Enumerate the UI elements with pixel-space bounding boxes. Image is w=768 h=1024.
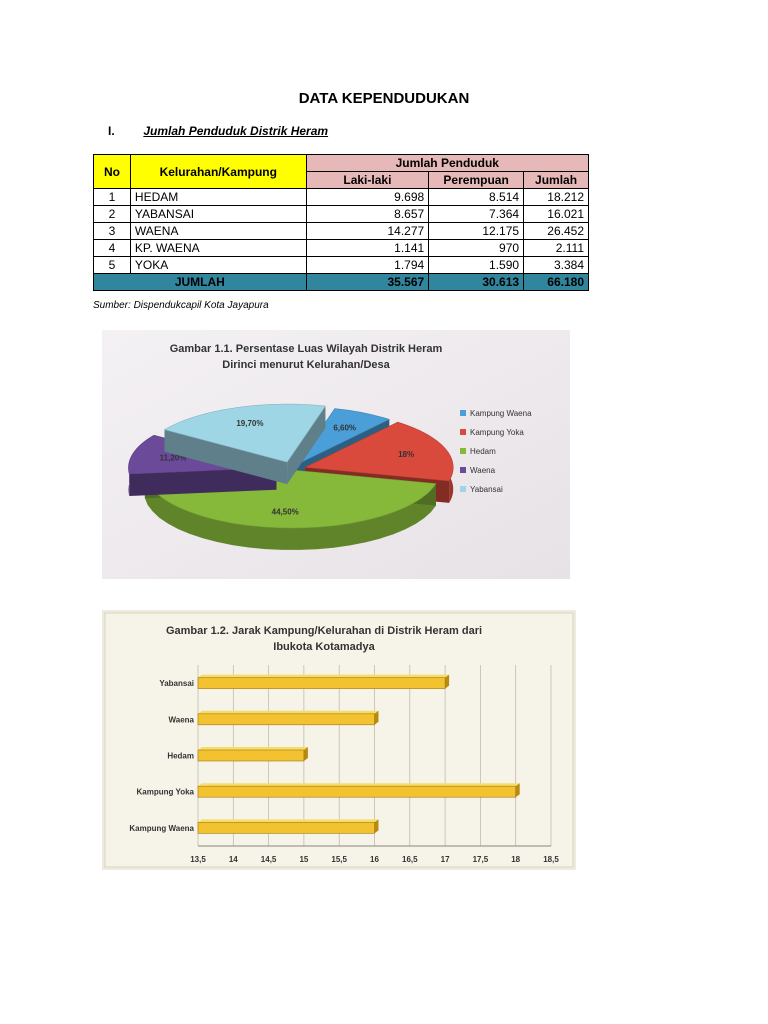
section-title: Jumlah Penduduk Distrik Heram: [143, 124, 329, 138]
cell-perempuan: 970: [429, 240, 524, 257]
category-label: Waena: [168, 715, 194, 725]
bar-chart-figure: [102, 610, 576, 870]
source-note: Sumber: Dispendukcapil Kota Jayapura: [93, 300, 269, 311]
category-label: Kampung Yoka: [136, 787, 194, 797]
pie-subtitle: Dirinci menurut Kelurahan/Desa: [222, 359, 390, 371]
cell-name: KP. WAENA: [130, 240, 306, 257]
legend-item: [460, 409, 532, 418]
cell-jumlah: 16.021: [524, 206, 589, 223]
cell-laki: 8.657: [306, 206, 429, 223]
table-row: [94, 223, 589, 240]
x-tick-label: 18,5: [543, 855, 559, 864]
total-perempuan: 30.613: [429, 274, 524, 291]
pie-chart: [102, 330, 570, 579]
cell-no: 4: [94, 240, 131, 257]
pie-slice-label: 19,70%: [236, 419, 264, 428]
total-jumlah: 66.180: [524, 274, 589, 291]
cell-laki: 1.141: [306, 240, 429, 257]
bar: [198, 711, 379, 725]
legend-item: [460, 428, 524, 437]
table-row: [94, 257, 589, 274]
x-tick-label: 15,5: [331, 855, 347, 864]
table-row: [94, 189, 589, 206]
x-tick-label: 13,5: [190, 855, 206, 864]
category-label: Kampung Waena: [129, 823, 194, 833]
category-label: Yabansai: [159, 679, 194, 689]
table-row: [94, 206, 589, 223]
cell-perempuan: 1.590: [429, 257, 524, 274]
x-tick-label: 18: [511, 855, 521, 864]
cell-no: 5: [94, 257, 131, 274]
cell-laki: 14.277: [306, 223, 429, 240]
cell-no: 3: [94, 223, 131, 240]
pie-title: Gambar 1.1. Persentase Luas Wilayah Distrik Heram: [169, 343, 443, 355]
bar-chart: [102, 610, 576, 870]
pie-chart-figure: [102, 330, 570, 579]
x-tick-label: 14: [228, 855, 238, 864]
header-jumlah-penduduk: Jumlah Penduduk: [306, 155, 588, 172]
cell-jumlah: 2.111: [524, 240, 589, 257]
bar-subtitle: Ibukota Kotamadya: [273, 641, 375, 653]
pie-slice-label: 44,50%: [271, 507, 299, 517]
pie-slice-label: 11,20%: [159, 453, 187, 463]
section-number: I.: [108, 124, 115, 138]
bar: [198, 675, 449, 689]
x-tick-label: 15: [299, 855, 309, 864]
cell-perempuan: 7.364: [429, 206, 524, 223]
section-heading: [108, 124, 328, 138]
bar: [198, 819, 379, 833]
category-label: Hedam: [167, 751, 194, 761]
legend-label: Yabansai: [470, 485, 503, 494]
cell-name: WAENA: [130, 223, 306, 240]
cell-laki: 1.794: [306, 257, 429, 274]
cell-jumlah: 26.452: [524, 223, 589, 240]
population-table: [93, 154, 589, 291]
header-no: No: [94, 155, 131, 189]
cell-name: YOKA: [130, 257, 306, 274]
cell-no: 2: [94, 206, 131, 223]
document-title: DATA KEPENDUDUKAN: [298, 90, 470, 107]
legend-label: Waena: [470, 466, 496, 475]
x-tick-label: 17,5: [472, 855, 489, 864]
cell-jumlah: 3.384: [524, 257, 589, 274]
header-jumlah: Jumlah: [524, 172, 589, 189]
x-tick-label: 16,5: [402, 855, 418, 864]
total-row: [94, 274, 589, 291]
bar-title: Gambar 1.2. Jarak Kampung/Kelurahan di Distrik Heram dari: [165, 625, 483, 637]
x-tick-label: 16: [370, 855, 379, 864]
cell-name: HEDAM: [130, 189, 306, 206]
cell-name: YABANSAI: [130, 206, 306, 223]
header-perempuan: Perempuan: [429, 172, 524, 189]
cell-no: 1: [94, 189, 131, 206]
legend-label: Hedam: [470, 447, 496, 456]
cell-jumlah: 18.212: [524, 189, 589, 206]
pie-slice-label: 6,60%: [333, 423, 357, 433]
x-tick-label: 17: [440, 855, 450, 864]
total-label: JUMLAH: [94, 274, 307, 291]
pie-slice-label: 18%: [398, 449, 415, 459]
legend-label: Kampung Yoka: [470, 428, 524, 437]
cell-laki: 9.698: [306, 189, 429, 206]
cell-perempuan: 12.175: [429, 223, 524, 240]
table-row: [94, 240, 589, 257]
x-tick-label: 14,5: [260, 855, 277, 864]
cell-perempuan: 8.514: [429, 189, 524, 206]
total-laki: 35.567: [306, 274, 429, 291]
bar: [198, 747, 308, 761]
header-laki: Laki-laki: [306, 172, 429, 189]
bar: [198, 783, 520, 797]
legend-label: Kampung Waena: [470, 409, 532, 418]
header-kelurahan: Kelurahan/Kampung: [130, 155, 306, 189]
